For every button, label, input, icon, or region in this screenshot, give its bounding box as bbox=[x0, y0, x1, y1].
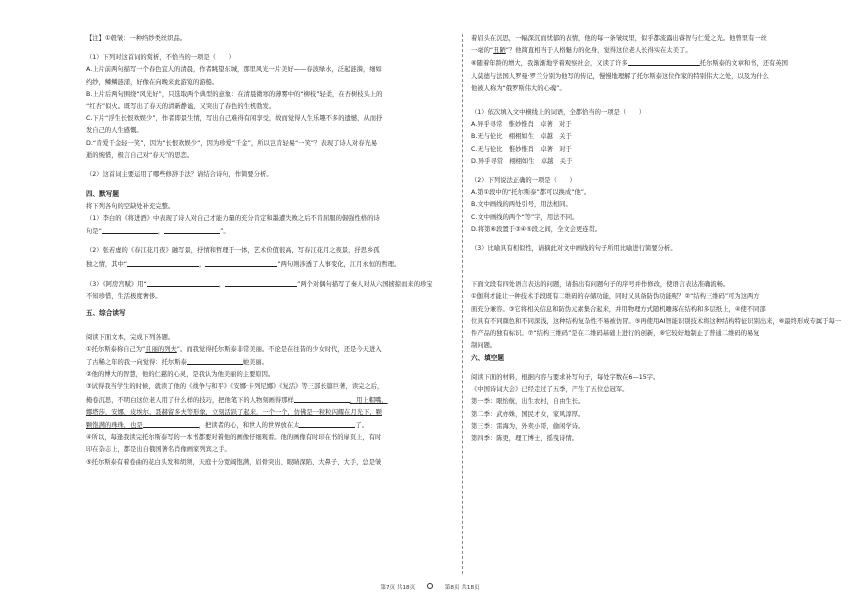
fill-intro: 阅读下面的材料，根据内容与要求补写句子，每处字数在6—15字。 bbox=[471, 373, 660, 381]
passage-paragraph-3: ③试得我当学生的时候，就读了他的《战争与和平》《安娜·卡列尼娜》《复活》等三部长篇巨著，读完之后， bbox=[86, 383, 384, 391]
section-heading-fill-in: 六、填空题 bbox=[471, 354, 504, 363]
dictation-item-2: （2）张若虚的《春江花月夜》融写景，抒情和哲理于一体，艺术价值很高，写春江花月之夜景，抒思乡孤 bbox=[86, 247, 380, 255]
option-line: “红杏”似火。既写出了春天的清新静谧，又突出了春色的生机勃发。 bbox=[86, 103, 276, 111]
left-page-column bbox=[86, 34, 454, 470]
passage-paragraph-5-cont2: 一毫的“丑陋”？他简直相当于人格魅力的化身，觉得这位老人长得实在太美了。 bbox=[471, 47, 692, 55]
dictation-item-1: （1）李白的《将进酒》中表现了诗人对自己才能力量的充分肯定和墨遭失败之后不肯屈服的倔强性格的诗 bbox=[86, 214, 380, 222]
passage-paragraph-6: ⑥随着年龄的增大，我渐渐地学着观察社会，又读了许多 托尔斯泰的文章和书，还有英国 bbox=[471, 60, 788, 68]
passage-paragraph-3-cont: 掩卷沉思，不明白这位老人用了什么样的技巧，把他笔下的人物刻画得那样 ，用上帽嘴， bbox=[86, 396, 388, 404]
passage-paragraph-6-cont2: 他被人称为“俄罗斯伟大的心魂”。 bbox=[471, 84, 566, 92]
option-line: C.下片“浮生长恨欢娱少”，作者即景生情，写出自己难得有闲享受，故而觉得人生乐趣不多的遗憾，从而抒 bbox=[86, 115, 383, 123]
passage-paragraph-2: ②他的博大的智慧，他的仁慈的心灵，是我认为他美丽的主要原因。 bbox=[86, 371, 275, 379]
option-line: 约纱，鳞鳞涟漾，好像在向晚来此游览的游船。 bbox=[86, 78, 219, 86]
passage-paragraph-4: ④所以，每逢我读完托尔斯泰写的一本书都要对着他的画像仔细观看。他的画像有时印在书的扉页上，有时 bbox=[86, 434, 382, 442]
passage-paragraph-1-cont: 了古稀之年的我一向觉得：托尔斯泰 她美丽。 bbox=[86, 359, 268, 367]
passage-paragraph-3-cont2: 娜塔莎，安娜，皮埃尔，聂赫留多夫等形象，立刻活跃了起来，一个一个，仿佛是一粒粒闪耀在月光下，颗 bbox=[86, 408, 382, 416]
correction-text-line: 制问题。 bbox=[471, 342, 497, 350]
question-1-options bbox=[86, 65, 454, 161]
correction-instructions: 下面文段有四处语言表达的问题，请指出有问题句子的序号并作修改，使语言表达准确流畅。 bbox=[471, 281, 730, 289]
passage-paragraph-5-cont: 着眉头在沉思，一幅深沉而忧郁的表情，他的每一条皱纹里，似乎都流露出睿智与仁爱之光。他曾里有一丝 bbox=[471, 35, 767, 42]
question-2: （2）这首词主要运用了哪些修辞手法？请结合诗句，作简要分析。 bbox=[86, 171, 273, 179]
page-number-right: 第8页 共18页 bbox=[444, 585, 480, 591]
correction-text-line: 件产品的独有标识。⑦“结构三维码”是在二维码基础上进行的创新，⑧它较好地制止了普通二维码的易复 bbox=[471, 330, 760, 338]
option-line: A.异乎寻常 惟妙惟肖 卓著 对于 bbox=[471, 121, 572, 129]
option-line: 逝的惋惜，极言自己对“春天”的思恋。 bbox=[86, 151, 194, 159]
annotation-note: 【注】①毂皱：一种绉纱类丝织品。 bbox=[86, 35, 187, 42]
option-line: C.无与伦比 惟妙惟肖 卓著 对于 bbox=[471, 145, 572, 153]
correction-text-line: 位具有不同颜色和不同深浅，这种结构复杂性不易被仿冒。⑤再使用AI智能识别技术将这种结构特征识别出来，⑥最终形成专属于每一 bbox=[471, 317, 842, 325]
page-number-left: 第7页 共18页 bbox=[380, 585, 416, 591]
correction-text-line: 面充分兼容。③它将相关信息和防伪元素集合起来，并用物理方式随机雕琢在结构和多层纸上，④使不同部 bbox=[471, 305, 766, 313]
season-line: 第一季：眼怡航，出生农村，自由生长。 bbox=[471, 398, 585, 406]
reading-question-3: （3）比喻具有相似性，请摘此对文中画线的句子所用比喻进行简要分析。 bbox=[471, 245, 677, 253]
passage-paragraph-6-cont: 人莫德与法国人罗曼·罗兰分别为他写的传记，慢慢地理解了托尔斯泰这位作家的特别伟大之处，以及为什么 bbox=[471, 72, 769, 80]
passage-paragraph-4-cont: 印在杂志上，都是出自俄国著名肖像画家列宾之手。 bbox=[86, 446, 231, 454]
passage-paragraph-1: ①托尔斯泰称自己为“且丽的列夫”。而我觉得托尔斯泰非常美丽。不论是在往昔的少女时代，还是今天进入 bbox=[86, 345, 382, 353]
reading-question-1: （1）依次填入文中横线上的词语，全都恰当的一项是（ ） bbox=[471, 109, 646, 117]
column-divider bbox=[462, 34, 463, 574]
passage-paragraph-5: ⑤托尔斯泰有着卷曲的花白头发和胡须，天庭十分宽阔饱满，眉骨突出、眼睛深陷、大鼻子、大手，总是皱 bbox=[86, 458, 382, 466]
option-line: D.“肯爱千金轻一笑”，因为“长恨欢娱少”，因为珍爱“千金”，所以岂肯轻易“一笑”？表现了诗人对春光易 bbox=[86, 139, 378, 147]
fill-subtext: 《中国诗词大会》已经走过了五季，产生了五位总冠军。 bbox=[471, 386, 629, 394]
dictation-intro: 将下列各句的空缺处补充完整。 bbox=[86, 202, 175, 210]
option-line: D.将第⑥段置于③④⑤段之间，全文会更连贯。 bbox=[471, 225, 602, 233]
correction-text-line: ①伽利才能让一种技术手段既有二维码的存储功能，同时又具备防伪功能呢？②“结构三维码”可为这两方 bbox=[471, 293, 760, 301]
option-line: D.异乎寻常 栩栩如生 卓越 关于 bbox=[471, 157, 573, 165]
dictation-item-1-blanks: 句是“ ， ”。 bbox=[86, 228, 230, 236]
right-page-column bbox=[471, 34, 843, 446]
season-line: 第二季：武亦姝，国民才女，家风淳厚。 bbox=[471, 410, 585, 418]
option-line: B.文中画线的两处引号，用法相同。 bbox=[471, 201, 572, 209]
dictation-item-3-blanks: （3）《阿房宫赋》用“ ， ”两个对偶句描写了秦人对从六国掳掠而来的珍宝 bbox=[86, 280, 433, 288]
option-line: A.第①段中的“托尔斯泰”都可以换成“他”。 bbox=[471, 189, 591, 197]
fold-circle-icon bbox=[427, 583, 433, 589]
dictation-item-2-blanks: 独之情，其中“ ， ”两句则涉透了人事变化，江月永恒的哲理。 bbox=[86, 260, 401, 268]
page-footer bbox=[0, 583, 860, 591]
section-heading-reading-writing: 五、综合读写 bbox=[86, 309, 126, 318]
dictation-item-3-end: 不知珍惜，生活极度奢侈。 bbox=[86, 292, 162, 300]
option-line: 发自己的人生感慨。 bbox=[86, 127, 143, 135]
season-line: 第四季：陈更，理工博士，摇曳诗情。 bbox=[471, 434, 579, 442]
option-line: B.上片后两句围绕“风光好”，只选取两个典型的意象：在清晨微寒的薄雾中的“柳枝”轻柔，在杏树枝头上的 bbox=[86, 90, 383, 98]
option-line: C.文中画线的两个“等”字，用法不同。 bbox=[471, 213, 579, 221]
section-heading-dictation: 四、默写题 bbox=[86, 190, 119, 199]
question-1: （1）下列对这首词的赏析，不恰当的一项是（ ） bbox=[86, 54, 235, 62]
passage-paragraph-3-cont3: 颗饱满的珠珠，也是 ，把读者的心，和世人的世界放在太 了。 bbox=[86, 422, 369, 430]
option-line: A.上片前两句描写一个春色宜人的清晨，作者眺望东城，那里风光一片美好——春波绿水，泛起涟漪，细如 bbox=[86, 66, 382, 74]
reading-intro: 阅读下面文本，完成下列各题。 bbox=[86, 333, 175, 341]
season-line: 第三季：雷海为，外卖小哥，偷闲学诗。 bbox=[471, 422, 585, 430]
option-line: B.无与伦比 栩栩如生 卓越 关于 bbox=[471, 133, 572, 141]
reading-question-2: （2）下列说法正确的一项是（ ） bbox=[471, 177, 576, 185]
